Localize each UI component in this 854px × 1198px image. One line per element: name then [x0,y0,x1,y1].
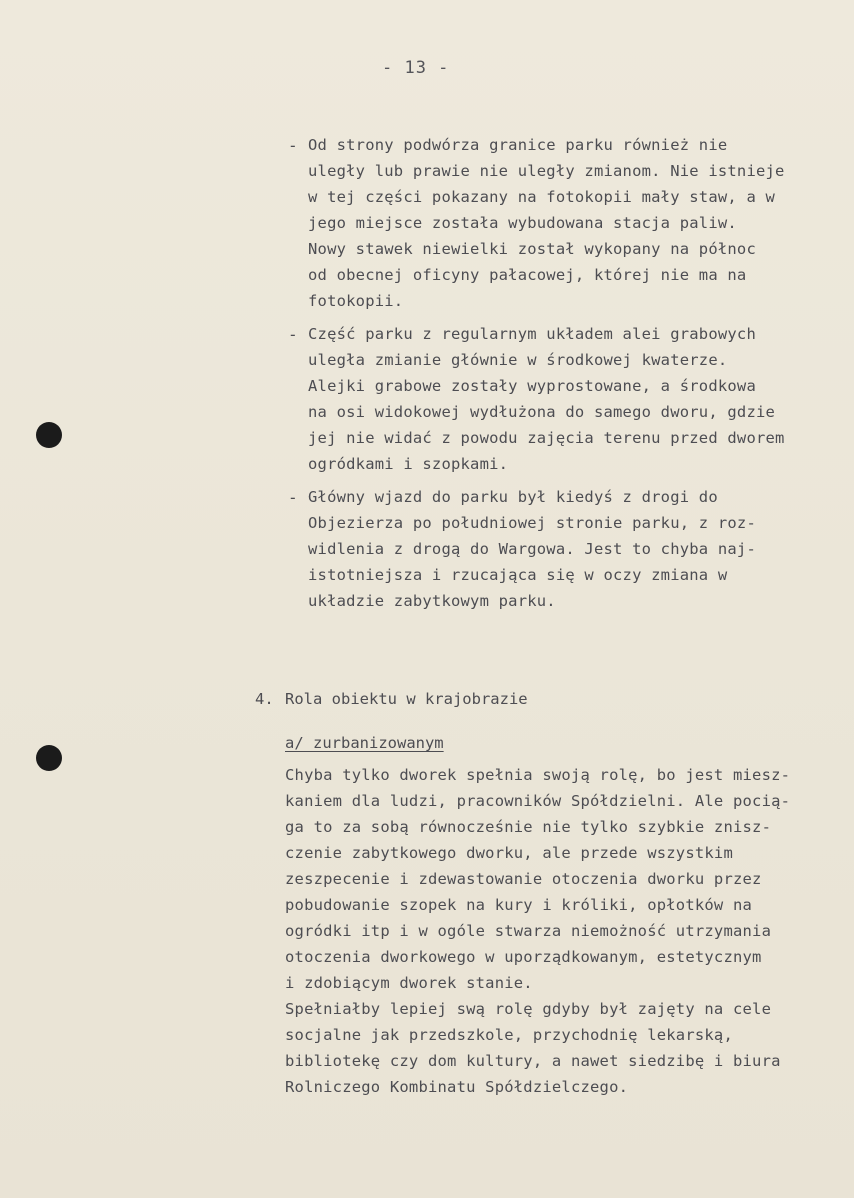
paragraph-line: Chyba tylko dworek spełnia swoją rolę, bo jest miesz- [285,766,791,784]
text-line: fotokopii. [308,292,404,310]
paragraph-line: otoczenia dworkowego w uporządkowanym, estetycznym [285,948,762,966]
bullet-marker: - [288,136,298,155]
paragraph-line: czenie zabytkowego dworku, ale przede wszystkim [285,844,733,862]
paragraph-line: kaniem dla ludzi, pracowników Spółdzielni. Ale pocią- [285,792,791,810]
text-line: od obecnej oficyny pałacowej, której nie ma na [308,266,747,284]
bullet-marker: - [288,325,298,344]
page-number: - 13 - [382,58,450,78]
paragraph-line: pobudowanie szopek na kury i króliki, opłotków na [285,896,753,914]
paragraph-line: ga to za sobą równocześnie nie tylko szybkie znisz- [285,818,772,836]
bullet-marker: - [288,488,298,507]
section-title: Rola obiektu w krajobrazie [285,690,528,708]
subsection-heading: a/ zurbanizowanym [285,734,444,752]
paragraph-line: ogródki itp i w ogóle stwarza niemożność utrzymania [285,922,772,940]
text-line: jego miejsce została wybudowana stacja paliw. [308,214,737,232]
text-line: w tej części pokazany na fotokopii mały staw, a w [308,188,776,206]
text-line: Objezierza po południowej stronie parku, z roz- [308,514,756,532]
text-line: widlenia z drogą do Wargowa. Jest to chyba naj- [308,540,756,558]
paragraph-line: zeszpecenie i zdewastowanie otoczenia dworku przez [285,870,762,888]
text-line: Nowy stawek niewielki został wykopany na północ [308,240,756,258]
text-line: Od strony podwórza granice parku również nie [308,136,728,154]
paragraph-line: bibliotekę czy dom kultury, a nawet siedzibę i biura [285,1052,781,1070]
paragraph-line: socjalne jak przedszkole, przychodnię lekarską, [285,1026,733,1044]
text-line: Alejki grabowe zostały wyprostowane, a środkowa [308,377,756,395]
text-line: Główny wjazd do parku był kiedyś z drogi do [308,488,718,506]
paragraph-line: i zdobiącym dworek stanie. [285,974,533,992]
text-line: ogródkami i szopkami. [308,455,509,473]
text-line: układzie zabytkowym parku. [308,592,556,610]
paragraph-line: Rolniczego Kombinatu Spółdzielczego. [285,1078,629,1096]
section-number: 4. [255,690,274,708]
paragraph-line: Spełniałby lepiej swą rolę gdyby był zajęty na cele [285,1000,772,1018]
text-line: na osi widokowej wydłużona do samego dworu, gdzie [308,403,776,421]
punch-hole-lower [36,745,62,771]
text-line: Część parku z regularnym układem alei grabowych [308,325,756,343]
text-line: uległy lub prawie nie uległy zmianom. Nie istnieje [308,162,785,180]
text-line: istotniejsza i rzucająca się w oczy zmiana w [308,566,728,584]
punch-hole-upper [36,422,62,448]
text-line: jej nie widać z powodu zajęcia terenu przed dworem [308,429,785,447]
text-line: uległa zmianie głównie w środkowej kwaterze. [308,351,728,369]
